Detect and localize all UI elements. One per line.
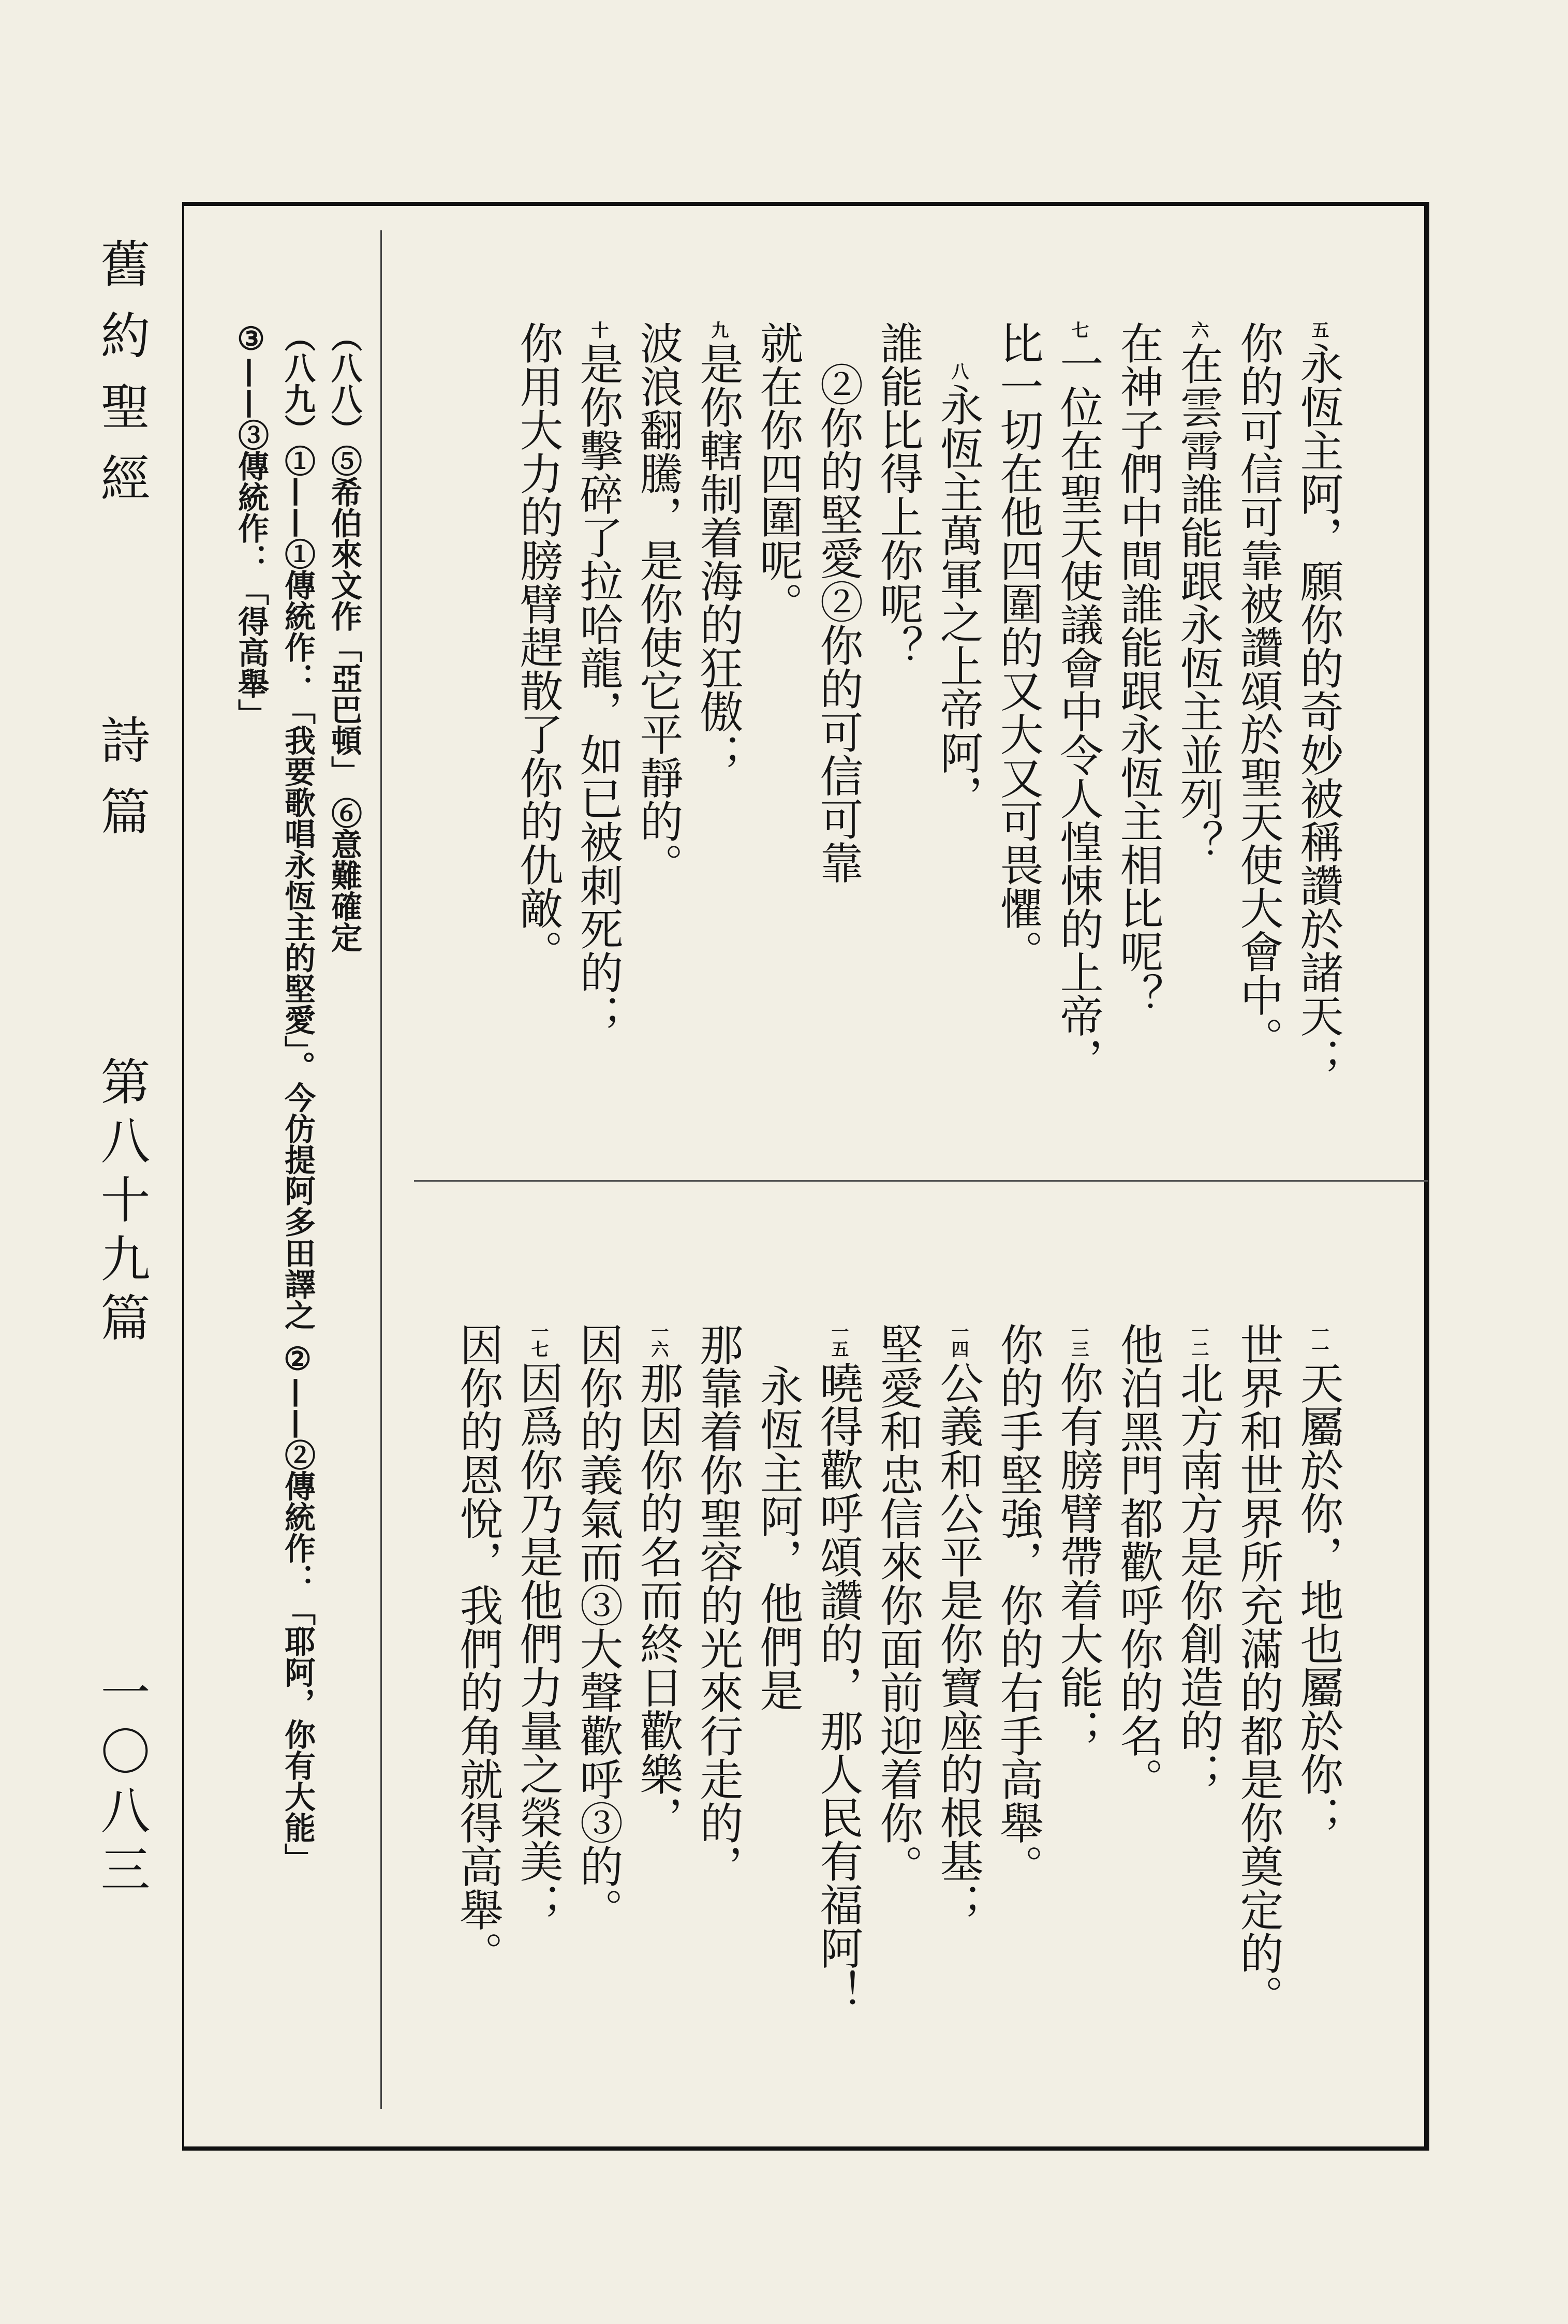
footnote: （八八）⑤希伯來文作「亞巴頓」 ⑥意難確定 bbox=[326, 321, 362, 953]
verse-text: 你的可信可靠被讚頌於聖天使大會中。 bbox=[1233, 321, 1284, 1060]
verse-number: 八 bbox=[948, 362, 969, 380]
verse-line bbox=[1229, 1322, 1289, 2018]
verse-text: 一位在聖天使議會中令人惶悚的上帝， bbox=[1053, 342, 1104, 1081]
verse-text: 公義和公平是你寶座的根基； bbox=[933, 1361, 984, 1926]
verse-line bbox=[1289, 1322, 1349, 1839]
verse-text: 你有膀臂帶着大能； bbox=[1053, 1361, 1104, 1752]
section-title: 詩篇 bbox=[93, 714, 151, 857]
verse-line bbox=[568, 321, 628, 1037]
verse-line bbox=[508, 321, 568, 973]
verse-number: 一六 bbox=[648, 1322, 669, 1358]
verse-line bbox=[1168, 321, 1229, 863]
verse-number: 一七 bbox=[528, 1322, 549, 1358]
verse-number: 五 bbox=[1308, 321, 1329, 339]
verse-number: 一五 bbox=[828, 1322, 849, 1358]
verse-text: 你的手堅強，你的右手高舉。 bbox=[993, 1322, 1044, 1888]
verse-line bbox=[808, 362, 868, 884]
footnote-divider bbox=[380, 230, 382, 2109]
verse-number: 十 bbox=[588, 321, 609, 339]
verse-text: 那因你的名而終日歡樂， bbox=[633, 1361, 684, 1839]
verse-text: 波浪翻騰，是你使它平靜的。 bbox=[633, 321, 684, 886]
verse-number: 九 bbox=[708, 321, 729, 339]
verse-line bbox=[628, 1322, 688, 1839]
verse-text: 是你擊碎了拉哈龍，如已被刺死的； bbox=[573, 342, 624, 1037]
verse-line bbox=[808, 1322, 868, 2013]
verse-number: 一四 bbox=[948, 1322, 969, 1358]
verse-line bbox=[748, 1364, 808, 1712]
verse-number: 七 bbox=[1068, 321, 1089, 339]
verse-text: 誰能比得上你呢？ bbox=[873, 321, 924, 669]
verse-line bbox=[868, 1322, 928, 1888]
book-title: 舊約聖經 bbox=[93, 238, 151, 524]
verse-text: ②你的堅愛②你的可信可靠 bbox=[813, 362, 864, 884]
verse-line bbox=[928, 362, 988, 818]
verse-line bbox=[628, 321, 688, 886]
verse-text: 因你的義氣而③大聲歡呼③的。 bbox=[573, 1322, 624, 1931]
verse-text: 永恆主萬軍之上帝阿， bbox=[933, 383, 984, 818]
page-number: 一〇八三 bbox=[93, 1667, 151, 1903]
verse-line bbox=[1289, 321, 1349, 1081]
footnote: ③——③傳統作：「得高舉」 bbox=[233, 321, 269, 730]
verse-text: 堅愛和忠信來你面前迎着你。 bbox=[873, 1322, 924, 1888]
verse-line bbox=[1108, 1322, 1168, 1801]
verse-text: 永恆主阿，願你的奇妙被稱讚於諸天； bbox=[1293, 342, 1344, 1081]
verse-number: 一一 bbox=[1308, 1322, 1329, 1358]
verse-text: 是你轄制着海的狂傲； bbox=[693, 342, 744, 776]
verse-text: 曉得歡呼頌讚的，那人民有福阿！ bbox=[813, 1361, 864, 2013]
block-divider bbox=[414, 1180, 1428, 1182]
verse-text: 永恆主阿，他們是 bbox=[753, 1364, 804, 1712]
verse-text: 因你的恩悅，我們的角就得高舉。 bbox=[453, 1322, 504, 1975]
verse-line bbox=[688, 321, 748, 776]
verse-text: 他泊黑門都歡呼你的名。 bbox=[1113, 1322, 1164, 1801]
verse-line bbox=[448, 1322, 508, 1975]
verse-line bbox=[1108, 321, 1168, 1017]
verse-text: 北方南方是你創造的； bbox=[1173, 1361, 1224, 1796]
verse-text: 在雲霄誰能跟永恆主並列？ bbox=[1173, 342, 1224, 863]
verse-number: 六 bbox=[1188, 321, 1209, 339]
verse-text: 那靠着你聖容的光來行走的， bbox=[693, 1322, 744, 1888]
verse-number: 一二 bbox=[1188, 1322, 1209, 1358]
verse-text: 就在你四圍呢。 bbox=[753, 321, 804, 625]
verse-line bbox=[688, 1322, 748, 1888]
verse-text: 你用大力的膀臂趕散了你的仇敵。 bbox=[513, 321, 564, 973]
verse-line bbox=[1229, 321, 1289, 1060]
verse-line bbox=[1048, 321, 1108, 1081]
verse-line bbox=[1168, 1322, 1229, 1796]
verse-line bbox=[988, 1322, 1048, 1888]
verse-number: 一三 bbox=[1068, 1322, 1089, 1358]
chapter-title: 第八十九篇 bbox=[93, 1056, 151, 1351]
verse-text: 比一切在他四圍的又大又可畏懼。 bbox=[993, 321, 1044, 973]
verse-text: 世界和世界所充滿的都是你奠定的。 bbox=[1233, 1322, 1284, 2018]
verse-text: 在神子們中間誰能跟永恆主相比呢？ bbox=[1113, 321, 1164, 1017]
verse-line bbox=[1048, 1322, 1108, 1752]
verse-line bbox=[928, 1322, 988, 1926]
verse-line bbox=[988, 321, 1048, 973]
verse-line bbox=[748, 321, 808, 625]
verse-text: 因爲你乃是他們力量之榮美； bbox=[513, 1361, 564, 1926]
verse-line bbox=[568, 1322, 628, 1931]
verse-line bbox=[508, 1322, 568, 1926]
verse-line bbox=[868, 321, 928, 669]
verse-text: 天屬於你，地也屬於你； bbox=[1293, 1361, 1344, 1839]
footnote: （八九）①——①傳統作：「我要歌唱永恆主的堅愛」。今仿提阿多田譯之 ②——②傳統作：「耶阿，你有大能」 bbox=[279, 321, 316, 1874]
